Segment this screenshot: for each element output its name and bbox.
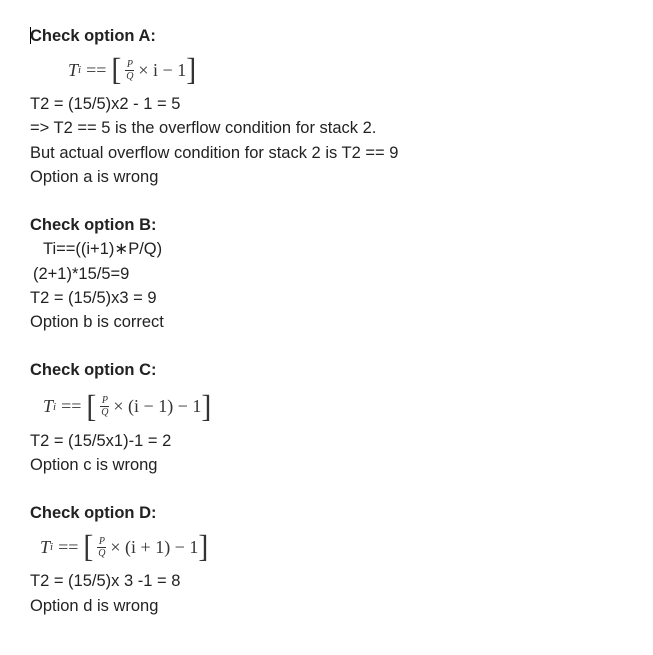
option-a-line-2: => T2 == 5 is the overflow condition for stack 2.	[30, 119, 377, 138]
option-c-line-1: T2 = (15/5x1)-1 = 2	[30, 431, 172, 450]
option-b-line-1: Ti==((i+1)∗P/Q)	[43, 240, 163, 259]
option-a-line-4: Option a is wrong	[30, 167, 159, 186]
option-a-heading: Check option A:	[30, 27, 156, 45]
option-c-heading: Check option C:	[30, 361, 157, 380]
document-body[interactable]	[30, 24, 630, 618]
option-a-line-1: T2 = (15/5)x2 - 1 = 5	[30, 95, 181, 114]
option-d-formula: T i == [ $\frac{P}{Q}$ × (i + 1) − 1 ]	[40, 529, 209, 565]
option-a-formula: T i == [ $\frac{P}{Q}$ × i − 1 ]	[68, 52, 197, 87]
option-a-line-3: But actual overflow condition for stack 2 is T2 == 9	[30, 143, 399, 162]
option-d-heading: Check option D:	[30, 504, 157, 523]
option-c-formula: T i == [ $\frac{P}{Q}$ × (i − 1) − 1 ]	[43, 388, 212, 424]
option-b-heading: Check option B:	[30, 216, 157, 235]
option-d-line-2: Option d is wrong	[30, 596, 159, 615]
option-b-line-4: Option b is correct	[30, 312, 164, 331]
option-b-line-3: T2 = (15/5)x3 = 9	[30, 288, 157, 307]
option-c-line-2: Option c is wrong	[30, 455, 158, 474]
option-b-line-2: (2+1)*15/5=9	[33, 264, 130, 283]
option-d-line-1: T2 = (15/5)x 3 -1 = 8	[30, 572, 181, 591]
